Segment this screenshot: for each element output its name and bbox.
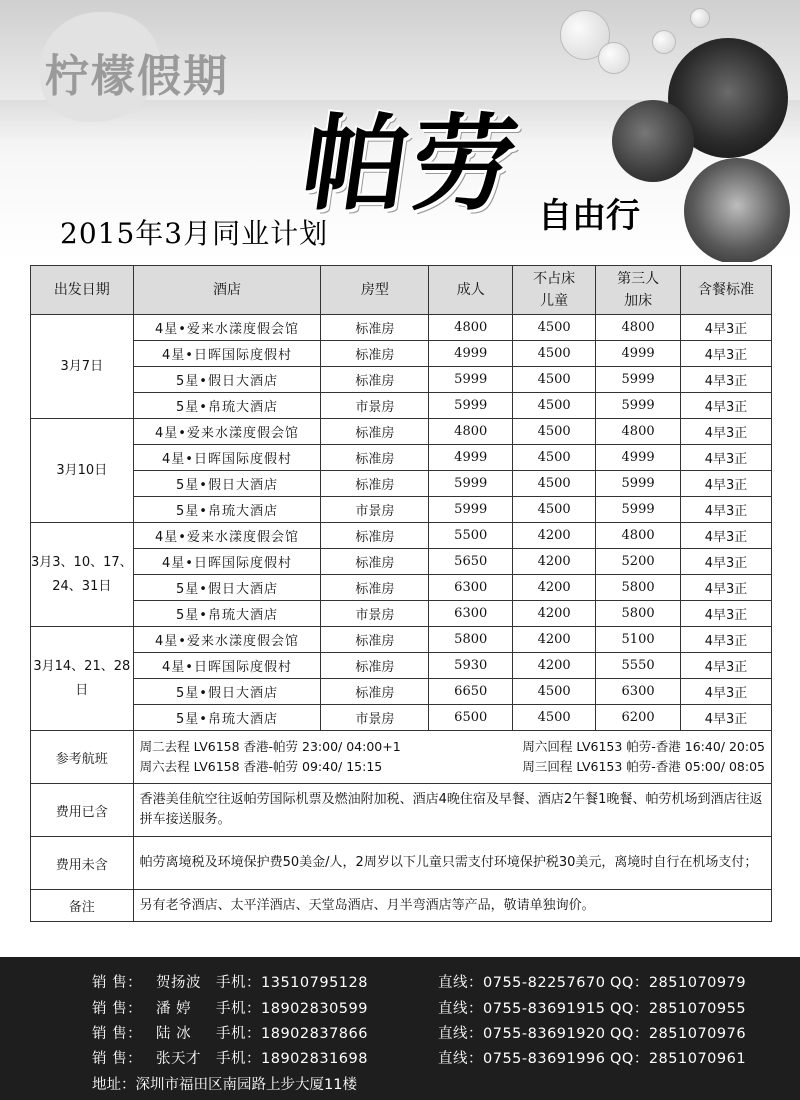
adult-price: 4800	[429, 315, 513, 341]
room-type: 市景房	[321, 393, 429, 419]
meal-plan: 4早3正	[681, 549, 772, 575]
contact-name: 陆 冰	[156, 1026, 192, 1042]
adult-price: 5800	[429, 627, 513, 653]
hotel-name: 5星•假日大酒店	[133, 471, 321, 497]
adult-price: 6300	[429, 601, 513, 627]
bubble-decoration	[652, 30, 676, 54]
destination-title: 帕劳	[295, 102, 529, 225]
contact-label: 销 售：	[92, 1051, 143, 1067]
third-bed-price: 4800	[596, 419, 681, 445]
meal-plan: 4早3正	[681, 627, 772, 653]
contact-tel: 直线：0755-82257670	[438, 975, 606, 991]
third-bed-price: 5999	[596, 367, 681, 393]
room-type: 市景房	[321, 705, 429, 731]
room-type: 市景房	[321, 497, 429, 523]
meal-plan: 4早3正	[681, 601, 772, 627]
hotel-name: 5星•假日大酒店	[133, 575, 321, 601]
brand-logo-text: 柠檬假期	[45, 51, 229, 102]
third-bed-price: 5999	[596, 471, 681, 497]
room-type: 标准房	[321, 679, 429, 705]
child-price: 4500	[513, 393, 596, 419]
room-type: 标准房	[321, 367, 429, 393]
price-table	[30, 265, 772, 922]
adult-price: 6500	[429, 705, 513, 731]
contact-mobile: 手机：18902830599	[216, 1001, 368, 1017]
departure-date: 3月14、21、28日	[31, 627, 134, 731]
contact-line	[92, 997, 746, 1018]
table-row	[31, 523, 772, 549]
header-banner	[0, 0, 800, 262]
room-type: 标准房	[321, 419, 429, 445]
third-bed-price: 5550	[596, 653, 681, 679]
flight-line	[140, 757, 765, 777]
child-price: 4500	[513, 471, 596, 497]
flights-row	[31, 731, 772, 784]
table-row	[31, 471, 772, 497]
meal-plan: 4早3正	[681, 653, 772, 679]
contact-line	[92, 1022, 746, 1043]
contact-label: 销 售：	[92, 975, 143, 991]
hotel-name: 5星•帛琉大酒店	[133, 393, 321, 419]
contact-name: 潘 婷	[156, 1001, 192, 1017]
meal-plan: 4早3正	[681, 523, 772, 549]
remarks-text: 另有老爷酒店、太平洋酒店、天堂岛酒店、月半弯酒店等产品，敬请单独询价。	[133, 890, 771, 922]
hotel-name: 4星•日晖国际度假村	[133, 549, 321, 575]
child-price: 4200	[513, 601, 596, 627]
header-child: 不占床 儿童	[513, 266, 596, 315]
room-type: 标准房	[321, 523, 429, 549]
contact-mobile: 手机：18902837866	[216, 1026, 368, 1042]
table-row	[31, 445, 772, 471]
adult-price: 5930	[429, 653, 513, 679]
coral-photo	[612, 100, 694, 182]
header-hotel: 酒店	[133, 266, 321, 315]
third-bed-price: 5800	[596, 575, 681, 601]
third-bed-price: 4999	[596, 341, 681, 367]
included-label: 费用已含	[31, 784, 134, 837]
third-bed-price: 5800	[596, 601, 681, 627]
meal-plan: 4早3正	[681, 445, 772, 471]
departure-date: 3月10日	[31, 419, 134, 523]
room-type: 标准房	[321, 445, 429, 471]
room-type: 标准房	[321, 627, 429, 653]
hotel-name: 4星•爱来水漾度假会馆	[133, 523, 321, 549]
meal-plan: 4早3正	[681, 679, 772, 705]
flights-label: 参考航班	[31, 731, 134, 784]
hotel-name: 5星•帛琉大酒店	[133, 601, 321, 627]
contact-tel: 直线：0755-83691915	[438, 1001, 606, 1017]
flight-line	[140, 737, 765, 757]
contact-label: 销 售：	[92, 1001, 143, 1017]
contact-qq: QQ：2851070961	[610, 1051, 747, 1067]
third-bed-price: 5999	[596, 497, 681, 523]
hotel-name: 4星•爱来水漾度假会馆	[133, 315, 321, 341]
table-row	[31, 627, 772, 653]
meal-plan: 4早3正	[681, 367, 772, 393]
hotel-name: 4星•爱来水漾度假会馆	[133, 419, 321, 445]
child-price: 4500	[513, 445, 596, 471]
header-adult: 成人	[429, 266, 513, 315]
contact-label: 销 售：	[92, 1026, 143, 1042]
contact-qq: QQ：2851070976	[610, 1026, 747, 1042]
flights-info	[133, 731, 771, 784]
departure-date: 3月7日	[31, 315, 134, 419]
hotel-name: 5星•假日大酒店	[133, 679, 321, 705]
room-type: 标准房	[321, 653, 429, 679]
excluded-row	[31, 837, 772, 890]
adult-price: 4999	[429, 445, 513, 471]
room-type: 标准房	[321, 471, 429, 497]
child-price: 4200	[513, 653, 596, 679]
meal-plan: 4早3正	[681, 315, 772, 341]
bubble-decoration	[598, 42, 630, 74]
header-date: 出发日期	[31, 266, 134, 315]
third-bed-price: 5999	[596, 393, 681, 419]
adult-price: 5999	[429, 497, 513, 523]
table-row	[31, 549, 772, 575]
meal-plan: 4早3正	[681, 575, 772, 601]
third-bed-price: 5100	[596, 627, 681, 653]
third-bed-price: 4999	[596, 445, 681, 471]
table-row	[31, 341, 772, 367]
included-text: 香港美佳航空往返帕劳国际机票及燃油附加税、酒店4晚住宿及早餐、酒店2午餐1晚餐、帕劳机场到酒店往返拼车接送服务。	[133, 784, 771, 837]
included-row	[31, 784, 772, 837]
contact-tel: 直线：0755-83691920	[438, 1026, 606, 1042]
footer-contacts	[0, 957, 800, 1100]
child-price: 4500	[513, 679, 596, 705]
meal-plan: 4早3正	[681, 341, 772, 367]
adult-price: 6300	[429, 575, 513, 601]
table-row	[31, 601, 772, 627]
hotel-name: 5星•帛琉大酒店	[133, 705, 321, 731]
excluded-label: 费用未含	[31, 837, 134, 890]
child-price: 4200	[513, 627, 596, 653]
meal-plan: 4早3正	[681, 705, 772, 731]
adult-price: 5650	[429, 549, 513, 575]
meal-plan: 4早3正	[681, 419, 772, 445]
contact-name: 张天才	[156, 1051, 201, 1067]
third-bed-price: 4800	[596, 315, 681, 341]
adult-price: 4800	[429, 419, 513, 445]
contact-tel: 直线：0755-83691996	[438, 1051, 606, 1067]
flight-back: 周三回程 LV6153 帕劳-香港 05:00/ 08:05	[522, 759, 765, 774]
excluded-text: 帕劳离境税及环境保护费50美金/人，2周岁以下儿童只需支付环境保护税30美元，离境时自行在机场支付；	[133, 837, 771, 890]
adult-price: 4999	[429, 341, 513, 367]
flight-back: 周六回程 LV6153 帕劳-香港 16:40/ 20:05	[522, 739, 765, 754]
room-type: 标准房	[321, 341, 429, 367]
adult-price: 5999	[429, 367, 513, 393]
table-row	[31, 575, 772, 601]
table-row	[31, 419, 772, 445]
child-price: 4500	[513, 497, 596, 523]
contact-mobile: 手机：18902831698	[216, 1051, 368, 1067]
child-price: 4500	[513, 315, 596, 341]
meal-plan: 4早3正	[681, 393, 772, 419]
third-bed-price: 5200	[596, 549, 681, 575]
contact-qq: QQ：2851070979	[610, 975, 747, 991]
room-type: 标准房	[321, 315, 429, 341]
table-row	[31, 679, 772, 705]
room-type: 市景房	[321, 601, 429, 627]
hotel-name: 4星•日晖国际度假村	[133, 341, 321, 367]
hotel-name: 4星•日晖国际度假村	[133, 653, 321, 679]
table-header-row	[31, 266, 772, 315]
trip-type-title: 自由行	[538, 196, 640, 236]
adult-price: 5999	[429, 393, 513, 419]
child-price: 4200	[513, 575, 596, 601]
header-room: 房型	[321, 266, 429, 315]
contact-line	[92, 971, 746, 992]
child-price: 4500	[513, 367, 596, 393]
header-meal: 含餐标准	[681, 266, 772, 315]
header-third-bed: 第三人 加床	[596, 266, 681, 315]
islands-photo	[684, 158, 790, 262]
room-type: 标准房	[321, 575, 429, 601]
child-price: 4500	[513, 705, 596, 731]
remarks-label: 备注	[31, 890, 134, 922]
hotel-name: 4星•爱来水漾度假会馆	[133, 627, 321, 653]
contact-name: 贺扬波	[156, 975, 201, 991]
address: 地址：深圳市福田区南园路上步大厦11楼	[92, 1077, 357, 1093]
flight-out: 周二去程 LV6158 香港-帕劳 23:00/ 04:00+1	[139, 739, 401, 754]
child-price: 4200	[513, 549, 596, 575]
table-row	[31, 315, 772, 341]
table-row	[31, 653, 772, 679]
remarks-row	[31, 890, 772, 922]
hotel-name: 5星•帛琉大酒店	[133, 497, 321, 523]
plan-title: 2015年3月同业计划	[60, 217, 329, 250]
table-row	[31, 367, 772, 393]
departure-date: 3月3、10、17、24、31日	[31, 523, 134, 627]
child-price: 4200	[513, 523, 596, 549]
hotel-name: 4星•日晖国际度假村	[133, 445, 321, 471]
contact-qq: QQ：2851070955	[610, 1001, 747, 1017]
third-bed-price: 6300	[596, 679, 681, 705]
table-row	[31, 705, 772, 731]
third-bed-price: 6200	[596, 705, 681, 731]
flight-out: 周六去程 LV6158 香港-帕劳 09:40/ 15:15	[139, 759, 383, 774]
contact-mobile: 手机：13510795128	[216, 975, 368, 991]
room-type: 标准房	[321, 549, 429, 575]
child-price: 4500	[513, 419, 596, 445]
table-row	[31, 393, 772, 419]
contact-line	[92, 1047, 746, 1068]
adult-price: 5500	[429, 523, 513, 549]
meal-plan: 4早3正	[681, 497, 772, 523]
child-price: 4500	[513, 341, 596, 367]
table-row	[31, 497, 772, 523]
meal-plan: 4早3正	[681, 471, 772, 497]
hotel-name: 5星•假日大酒店	[133, 367, 321, 393]
third-bed-price: 4800	[596, 523, 681, 549]
adult-price: 6650	[429, 679, 513, 705]
bubble-decoration	[690, 8, 710, 28]
adult-price: 5999	[429, 471, 513, 497]
